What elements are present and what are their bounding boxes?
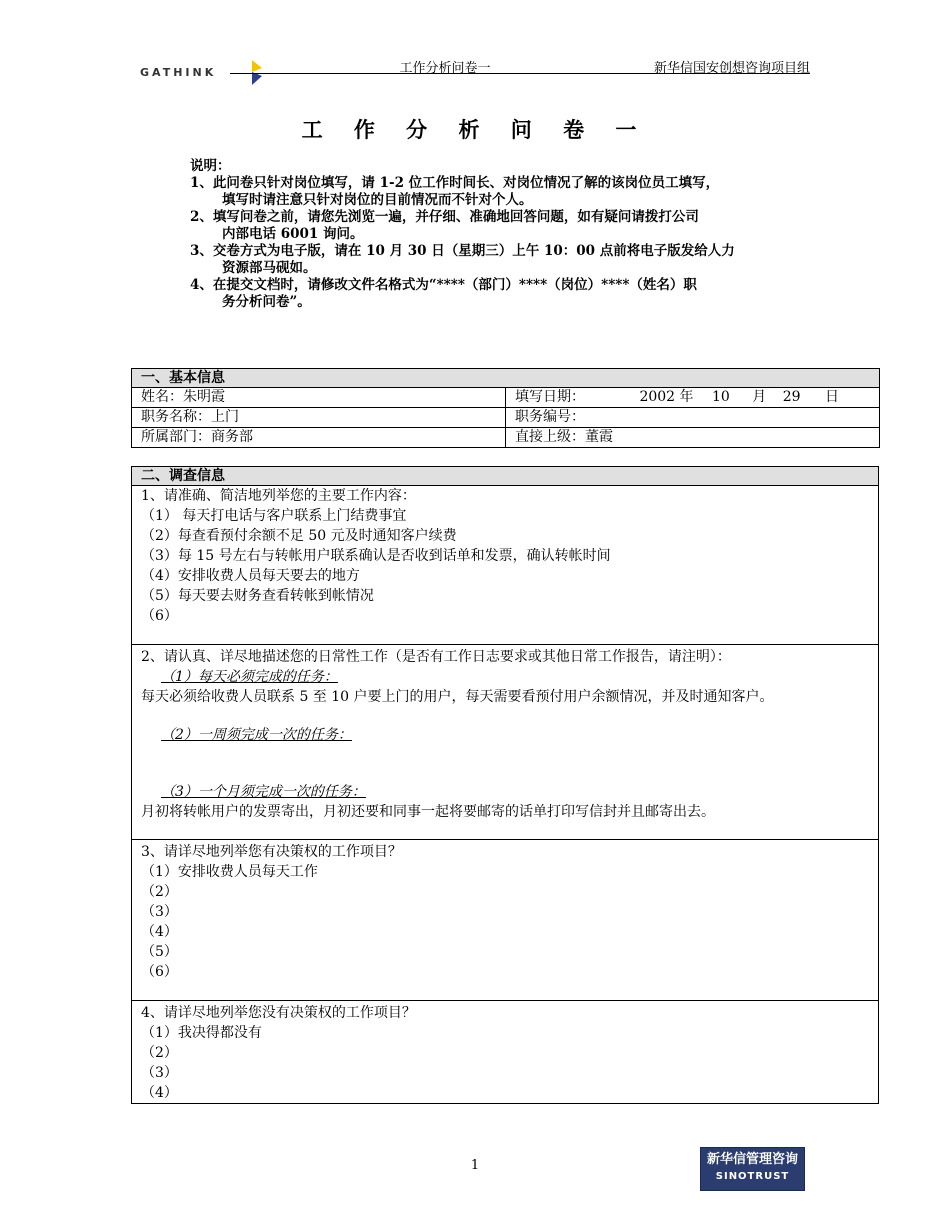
date-day-unit: 日 bbox=[825, 389, 840, 405]
date-day: 29 bbox=[782, 389, 801, 405]
question-1: 1、请准确、简洁地列举您的主要工作内容： bbox=[141, 488, 416, 504]
answer-item: （3） bbox=[141, 904, 178, 920]
answer-item: （3） bbox=[141, 1065, 178, 1081]
answer-item: （2） bbox=[141, 884, 178, 900]
name-field[interactable]: 姓名：朱明霞 bbox=[132, 388, 506, 408]
basic-info-table bbox=[131, 368, 880, 448]
question-1-cell[interactable] bbox=[132, 486, 879, 645]
basic-info-heading: 一、基本信息 bbox=[132, 369, 880, 388]
date-month: 10 bbox=[712, 389, 730, 405]
monthly-task-text: 月初将转帐用户的发票寄出，月初还要和同事一起将要邮寄的话单打印写信封并且邮寄出去。 bbox=[141, 804, 715, 820]
document-title: 工 作 分 析 问 卷 一 bbox=[301, 117, 649, 142]
date-month-unit: 月 bbox=[752, 389, 767, 405]
instruction-item-cont: 务分析问卷”。 bbox=[222, 294, 311, 310]
instruction-item: 1、此问卷只针对岗位填写，请 1-2 位工作时间长、对岗位情况了解的该岗位员工填写， bbox=[190, 175, 720, 191]
instructions bbox=[190, 158, 830, 311]
daily-task-label: （1）每天必须完成的任务： bbox=[161, 669, 338, 685]
question-3: 3、请详尽地列举您有决策权的工作项目？ bbox=[141, 844, 402, 860]
supervisor-field[interactable]: 直接上级：董霞 bbox=[506, 428, 880, 448]
logo-wordmark: GATHINK bbox=[140, 66, 217, 79]
answer-item: （6） bbox=[141, 608, 178, 624]
date-field[interactable] bbox=[506, 388, 880, 408]
instruction-item: 4、在提交文档时，请修改文件名格式为“****（部门）****（岗位）****（姓名）职 bbox=[190, 277, 697, 293]
sinotrust-logo-en: SINOTRUST bbox=[715, 1171, 790, 1182]
header-org: 新华信国安创想咨询项目组 bbox=[653, 61, 810, 76]
answer-item: （3）每 15 号左右与转帐用户联系确认是否收到话单和发票，确认转帐时间 bbox=[141, 548, 611, 564]
answer-item: （2） bbox=[141, 1045, 178, 1061]
department-field[interactable]: 所属部门：商务部 bbox=[132, 428, 506, 448]
answer-item: （4）安排收费人员每天要去的地方 bbox=[141, 568, 360, 584]
question-4: 4、请详尽地列举您没有决策权的工作项目？ bbox=[141, 1005, 416, 1021]
job-title-field[interactable]: 职务名称：上门 bbox=[132, 408, 506, 428]
question-3-cell[interactable] bbox=[132, 840, 879, 1001]
question-4-cell[interactable] bbox=[132, 1001, 879, 1104]
answer-item: （1）我决得都没有 bbox=[141, 1025, 262, 1041]
date-label: 填写日期： bbox=[515, 389, 585, 405]
sinotrust-logo bbox=[700, 1147, 805, 1191]
answer-item: （5） bbox=[141, 944, 178, 960]
instruction-item: 2、填写问卷之前，请您先浏览一遍，并仔细、准确地回答问题，如有疑问请拨打公司 bbox=[190, 209, 699, 225]
sinotrust-logo-cn: 新华信管理咨询 bbox=[706, 1152, 798, 1167]
instruction-item-cont: 内部电话 6001 询问。 bbox=[222, 226, 364, 242]
instruction-item: 3、交卷方式为电子版，请在 10 月 30 日（星期三）上午 10：00 点前将电子版发给人力 bbox=[190, 243, 735, 259]
date-year: 2002 年 bbox=[639, 389, 694, 405]
instructions-heading: 说明： bbox=[190, 158, 231, 174]
page-number: 1 bbox=[470, 1158, 480, 1173]
answer-item: （1）安排收费人员每天工作 bbox=[141, 864, 318, 880]
survey-heading: 二、调查信息 bbox=[132, 467, 879, 486]
answer-item: （1） 每天打电话与客户联系上门结费事宜 bbox=[141, 508, 407, 524]
survey-table bbox=[131, 466, 879, 1104]
weekly-task-label: （2）一周须完成一次的任务： bbox=[161, 727, 352, 743]
instruction-item-cont: 填写时请注意只针对岗位的目前情况而不针对个人。 bbox=[222, 192, 533, 208]
question-2: 2、请认真、详尽地描述您的日常性工作（是否有工作日志要求或其他日常工作报告，请注明）： bbox=[141, 649, 731, 665]
answer-item: （6） bbox=[141, 964, 178, 980]
instruction-item-cont: 资源部马砚如。 bbox=[222, 260, 317, 276]
answer-item: （2）每查看预付余额不足 50 元及时通知客户续费 bbox=[141, 528, 457, 544]
answer-item: （4） bbox=[141, 924, 178, 940]
answer-item: （5）每天要去财务查看转帐到帐情况 bbox=[141, 588, 374, 604]
answer-item: （4） bbox=[141, 1085, 178, 1101]
question-2-cell[interactable] bbox=[132, 645, 879, 840]
header-title: 工作分析问卷一 bbox=[399, 61, 491, 76]
job-number-field[interactable]: 职务编号： bbox=[506, 408, 880, 428]
daily-task-text: 每天必须给收费人员联系 5 至 10 户要上门的用户，每天需要看预付用户余额情况，并及时通知客户。 bbox=[141, 689, 774, 705]
monthly-task-label: （3）一个月须完成一次的任务： bbox=[161, 784, 366, 800]
